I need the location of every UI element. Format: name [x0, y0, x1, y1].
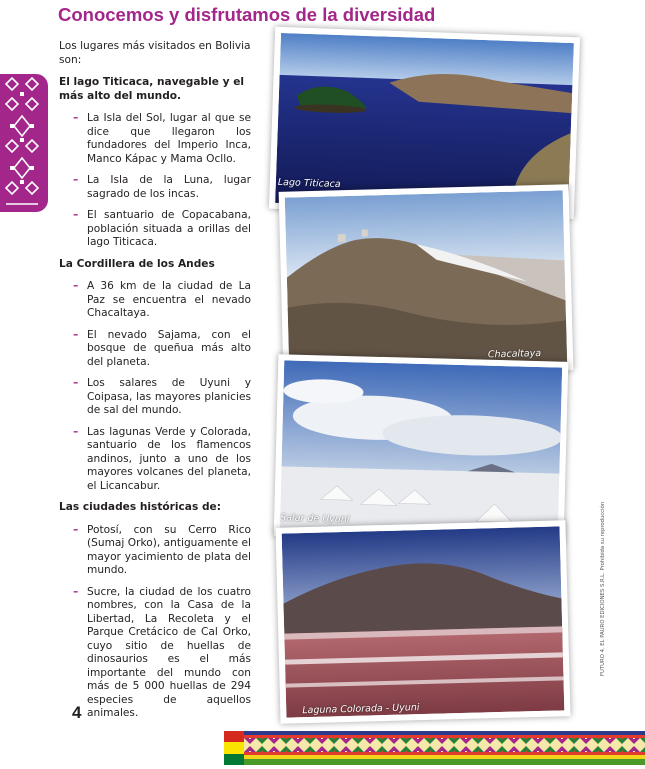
list-item: – La Isla del Sol, lugar al que se dice que llegaron los fundadores del Imperio Inca, Manco Kápac y Mama Ocllo. [73, 112, 251, 165]
list-item: – El nevado Sajama, con el bosque de queñua más alto del planeta. [73, 328, 251, 368]
photo-chacaltaya [279, 184, 574, 378]
copyright-note: FUTURO 4. EL PAURO EDICIONES S.R.L. Prohibida su reproducción [600, 501, 606, 676]
list-item: – Sucre, la ciudad de los cuatro nombres, con la Casa de la Libertad, La Recoleta y el Parque Cretácico de Cal Orko, cuyo sitio de huellas de dinosaurios es el más importante del mundo con más de 5 000 huellas de 294 especies de aquellos animales. [73, 585, 251, 719]
list-item: – A 36 km de la ciudad de La Paz se encuentra el nevado Chacaltaya. [73, 280, 251, 319]
photo-caption: Lago Titicaca [277, 176, 341, 191]
list-item: – El santuario de Copacabana, población situada a orillas del lago Titicaca. [73, 209, 251, 248]
photo-caption: Chacaltaya [487, 348, 542, 361]
page-title: Conocemos y disfrutamos de la diversidad [58, 4, 436, 25]
list-item: – Potosí, con su Cerro Rico (Sumaj Orko), antiguamente el mayor yacimiento de plata del mundo. [73, 523, 251, 576]
intro-text: Los lugares más visitados en Bolivia son: [59, 40, 251, 66]
list-cities [59, 524, 251, 721]
section-heading-andes: La Cordillera de los Andes [59, 257, 215, 270]
list-item: – Los salares de Uyuni y Coipasa, las mayores planicies de sal del mundo. [73, 377, 251, 416]
bolivia-flag-stripe [224, 731, 244, 765]
section-heading-titicaca: El lago Titicaca, navegable y el más alto del mundo. [59, 76, 245, 102]
list-andes [59, 280, 251, 493]
photo-laguna-colorada [275, 520, 570, 724]
list-titicaca [59, 112, 251, 250]
list-item: – La Isla de la Luna, lugar sagrado de los incas. [73, 174, 251, 200]
text-column [59, 40, 251, 729]
list-item: – Las lagunas Verde y Colorada, santuario de los flamencos andinos, junto a uno de los mayores volcanes del planeta, el Licancabur. [73, 425, 251, 492]
decorative-textile-tab [0, 74, 48, 212]
page-number: 4 [72, 703, 82, 722]
photo-caption: Salar de Uyuni [280, 512, 350, 526]
section-heading-cities: Las ciudades históricas de: [59, 501, 221, 513]
decorative-textile-band [244, 731, 645, 765]
photo-caption: Laguna Colorada - Uyuni [302, 702, 420, 717]
photo-salar-de-uyuni [274, 354, 569, 544]
